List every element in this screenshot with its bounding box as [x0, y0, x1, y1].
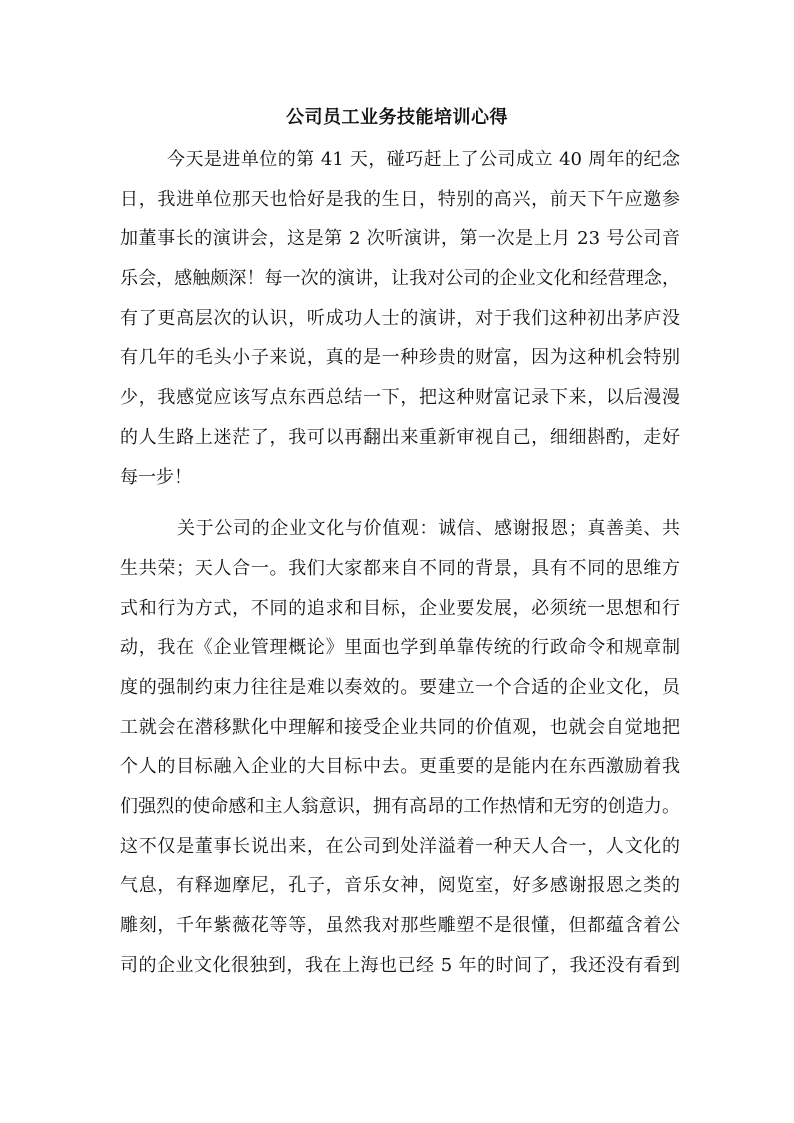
- document-body: [120, 140, 680, 985]
- paragraph-line: 的人生路上迷茫了，我可以再翻出来重新审视自己，细细斟酌，走好: [120, 426, 680, 448]
- paragraph-line: 加董事长的演讲会，这是第 2 次听演讲，第一次是上月 23 号公司音: [120, 228, 680, 250]
- paragraph-line: 这不仅是董事长说出来，在公司到处洋溢着一种天人合一，人文化的: [120, 835, 680, 857]
- paragraph-line: 关于公司的企业文化与价值观：诚信、感谢报恩；真善美、共: [177, 518, 680, 540]
- paragraph-line: 雕刻，千年紫薇花等等，虽然我对那些雕塑不是很懂，但都蕴含着公: [120, 915, 680, 937]
- paragraph-line: 气息，有释迦摩尼，孔子，音乐女神，阅览室，好多感谢报恩之类的: [120, 875, 680, 897]
- paragraph-line: 少，我感觉应该写点东西总结一下，把这种财富记录下来，以后漫漫: [120, 387, 680, 409]
- paragraph-line: 工就会在潜移默化中理解和接受企业共同的价值观，也就会自觉地把: [120, 716, 680, 738]
- paragraph-line: 日，我进单位那天也恰好是我的生日，特别的高兴，前天下午应邀参: [120, 188, 680, 210]
- paragraph-line: 式和行为方式，不同的追求和目标，企业要发展，必须统一思想和行: [120, 597, 680, 619]
- paragraph-line: 乐会，感触颇深！每一次的演讲，让我对公司的企业文化和经营理念，: [120, 268, 680, 290]
- paragraph-line: 有几年的毛头小子来说，真的是一种珍贵的财富，因为这种机会特别: [120, 347, 680, 369]
- paragraph-2: [120, 509, 680, 985]
- paragraph-line: 司的企业文化很独到，我在上海也已经 5 年的时间了，我还没有看到: [120, 954, 680, 976]
- document-title: 公司员工业务技能培训心得: [286, 107, 508, 128]
- paragraph-line: 今天是进单位的第 41 天，碰巧赶上了公司成立 40 周年的纪念: [167, 149, 680, 170]
- paragraph-1: [120, 140, 680, 497]
- paragraph-line: 有了更高层次的认识，听成功人士的演讲，对于我们这种初出茅庐没: [120, 307, 680, 329]
- paragraph-line: 度的强制约束力往往是难以奏效的。要建立一个合适的企业文化，员: [120, 676, 680, 698]
- paragraph-line: 个人的目标融入企业的大目标中去。更重要的是能内在东西激励着我: [120, 756, 680, 778]
- paragraph-line: 每一步！: [120, 466, 192, 488]
- paragraph-line: 生共荣；天人合一。我们大家都来自不同的背景，具有不同的思维方: [120, 557, 680, 579]
- paragraph-spacer: [120, 497, 680, 509]
- paragraph-line: 们强烈的使命感和主人翁意识，拥有高昂的工作热情和无穷的创造力。: [120, 796, 680, 817]
- paragraph-line: 动，我在《企业管理概论》里面也学到单靠传统的行政命令和规章制: [120, 637, 680, 659]
